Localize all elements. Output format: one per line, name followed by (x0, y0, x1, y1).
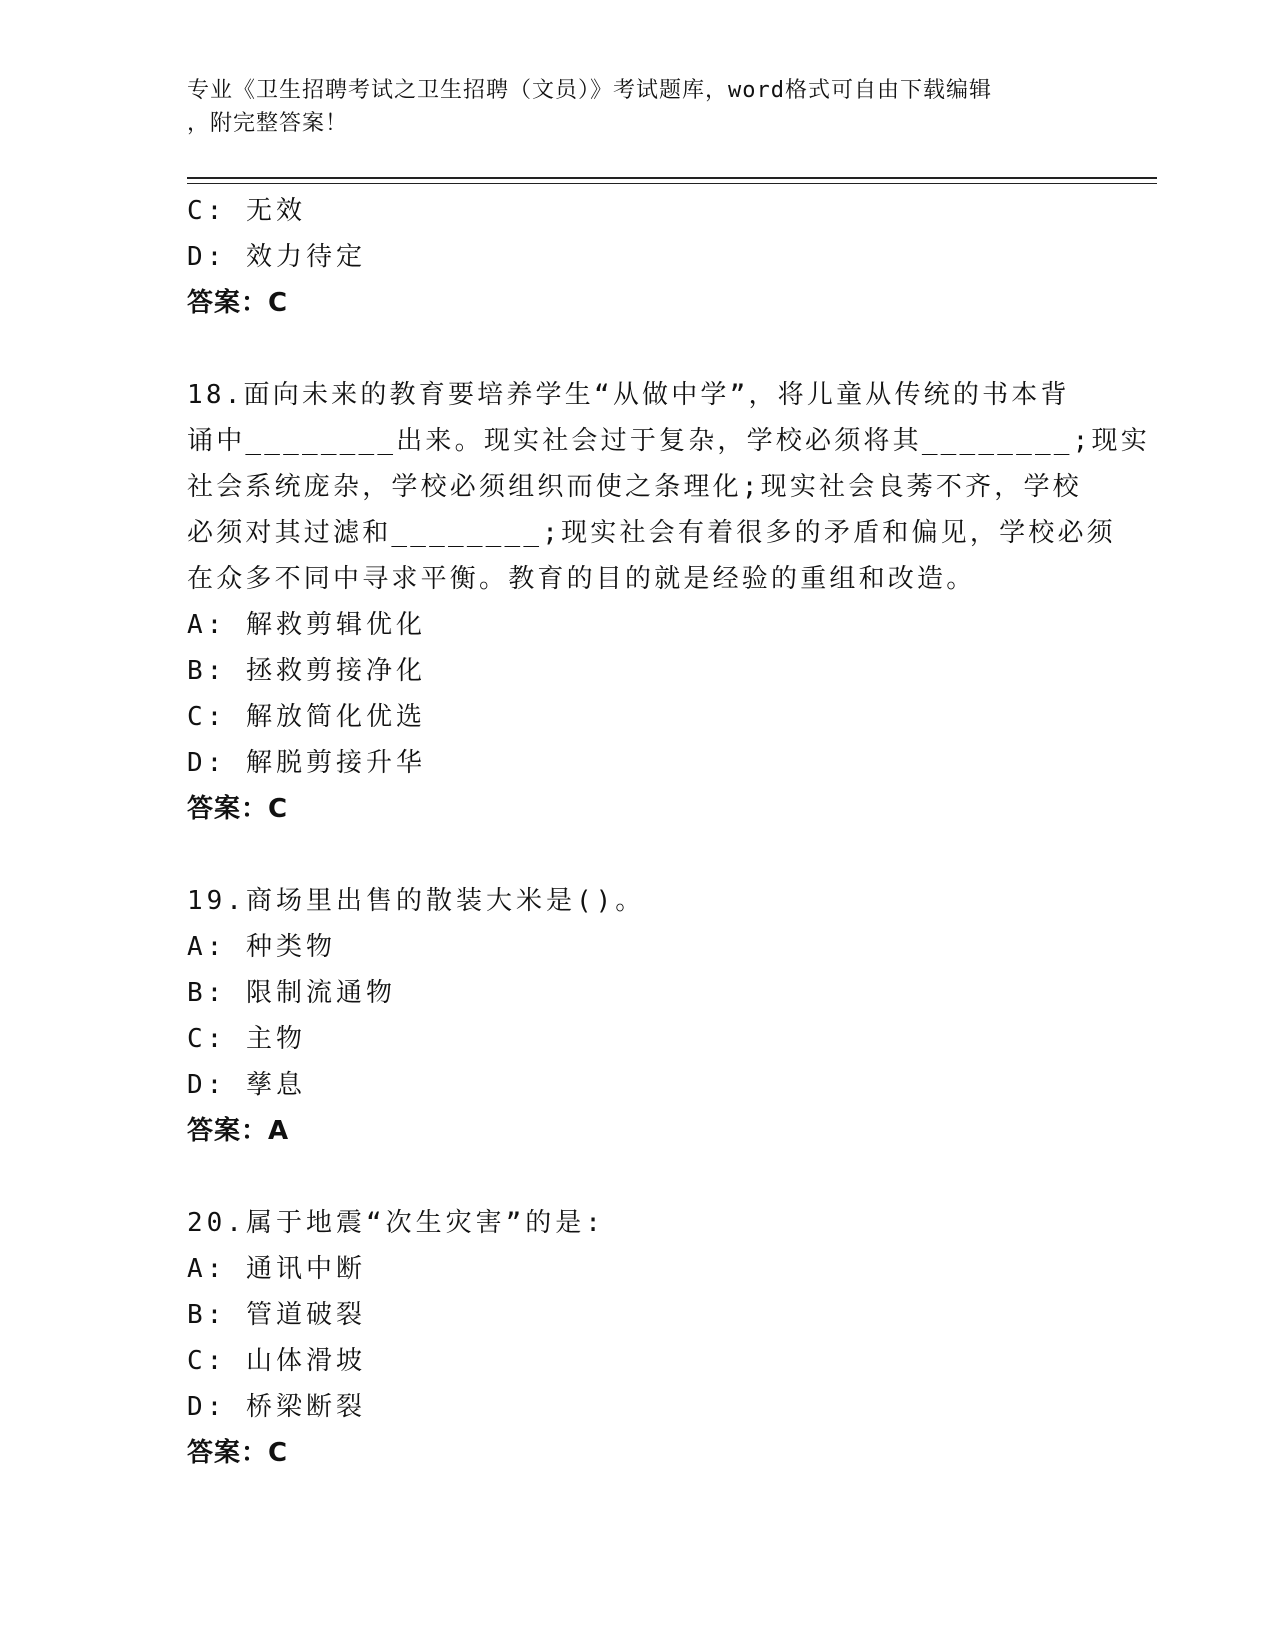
document-header (187, 74, 1087, 140)
option-d: D: 解脱剪接升华 (187, 748, 426, 778)
option-b: B: 限制流通物 (187, 978, 396, 1008)
option-b: B: 管道破裂 (187, 1300, 366, 1330)
question-stem-line: 18.面向未来的教育要培养学生“从做中学”，将儿童从传统的书本背 (187, 380, 1070, 410)
answer-line: 答案：C (187, 794, 289, 824)
option-a: A: 种类物 (187, 932, 336, 962)
option-d: D: 效力待定 (187, 242, 366, 272)
option-a: A: 通讯中断 (187, 1254, 366, 1284)
question-19 (187, 878, 1077, 1154)
answer-line: 答案：C (187, 288, 289, 318)
answer-line: 答案：C (187, 1438, 289, 1468)
header-divider-thin (187, 183, 1157, 184)
question-20 (187, 1200, 1077, 1476)
option-c: C: 解放简化优选 (187, 702, 426, 732)
answer-line: 答案：A (187, 1116, 290, 1146)
header-line-1: 专业《卫生招聘考试之卫生招聘（文员）》考试题库，word格式可自由下载编辑 (187, 78, 992, 103)
header-divider-thick (187, 177, 1157, 179)
question-content (187, 188, 1150, 1476)
question-stem-line: 必须对其过滤和________;现实社会有着很多的矛盾和偏见，学校必须 (187, 518, 1116, 548)
option-c: C: 主物 (187, 1024, 306, 1054)
option-a: A: 解救剪辑优化 (187, 610, 426, 640)
option-b: B: 拯救剪接净化 (187, 656, 426, 686)
header-line-2: ，附完整答案！ (187, 111, 349, 136)
option-c: C: 无效 (187, 196, 306, 226)
question-stem-line: 诵中________出来。现实社会过于复杂，学校必须将其________;现实 (187, 426, 1150, 456)
question-17-tail (187, 188, 1077, 326)
question-stem-line: 在众多不同中寻求平衡。教育的目的就是经验的重组和改造。 (187, 564, 976, 594)
question-stem: 19.商场里出售的散装大米是()。 (187, 886, 646, 916)
option-d: D: 孳息 (187, 1070, 306, 1100)
option-c: C: 山体滑坡 (187, 1346, 366, 1376)
option-d: D: 桥梁断裂 (187, 1392, 366, 1422)
question-stem-line: 社会系统庞杂，学校必须组织而使之条理化;现实社会良莠不齐，学校 (187, 472, 1082, 502)
question-stem: 20.属于地震“次生灾害”的是: (187, 1208, 605, 1238)
question-18 (187, 372, 1150, 832)
